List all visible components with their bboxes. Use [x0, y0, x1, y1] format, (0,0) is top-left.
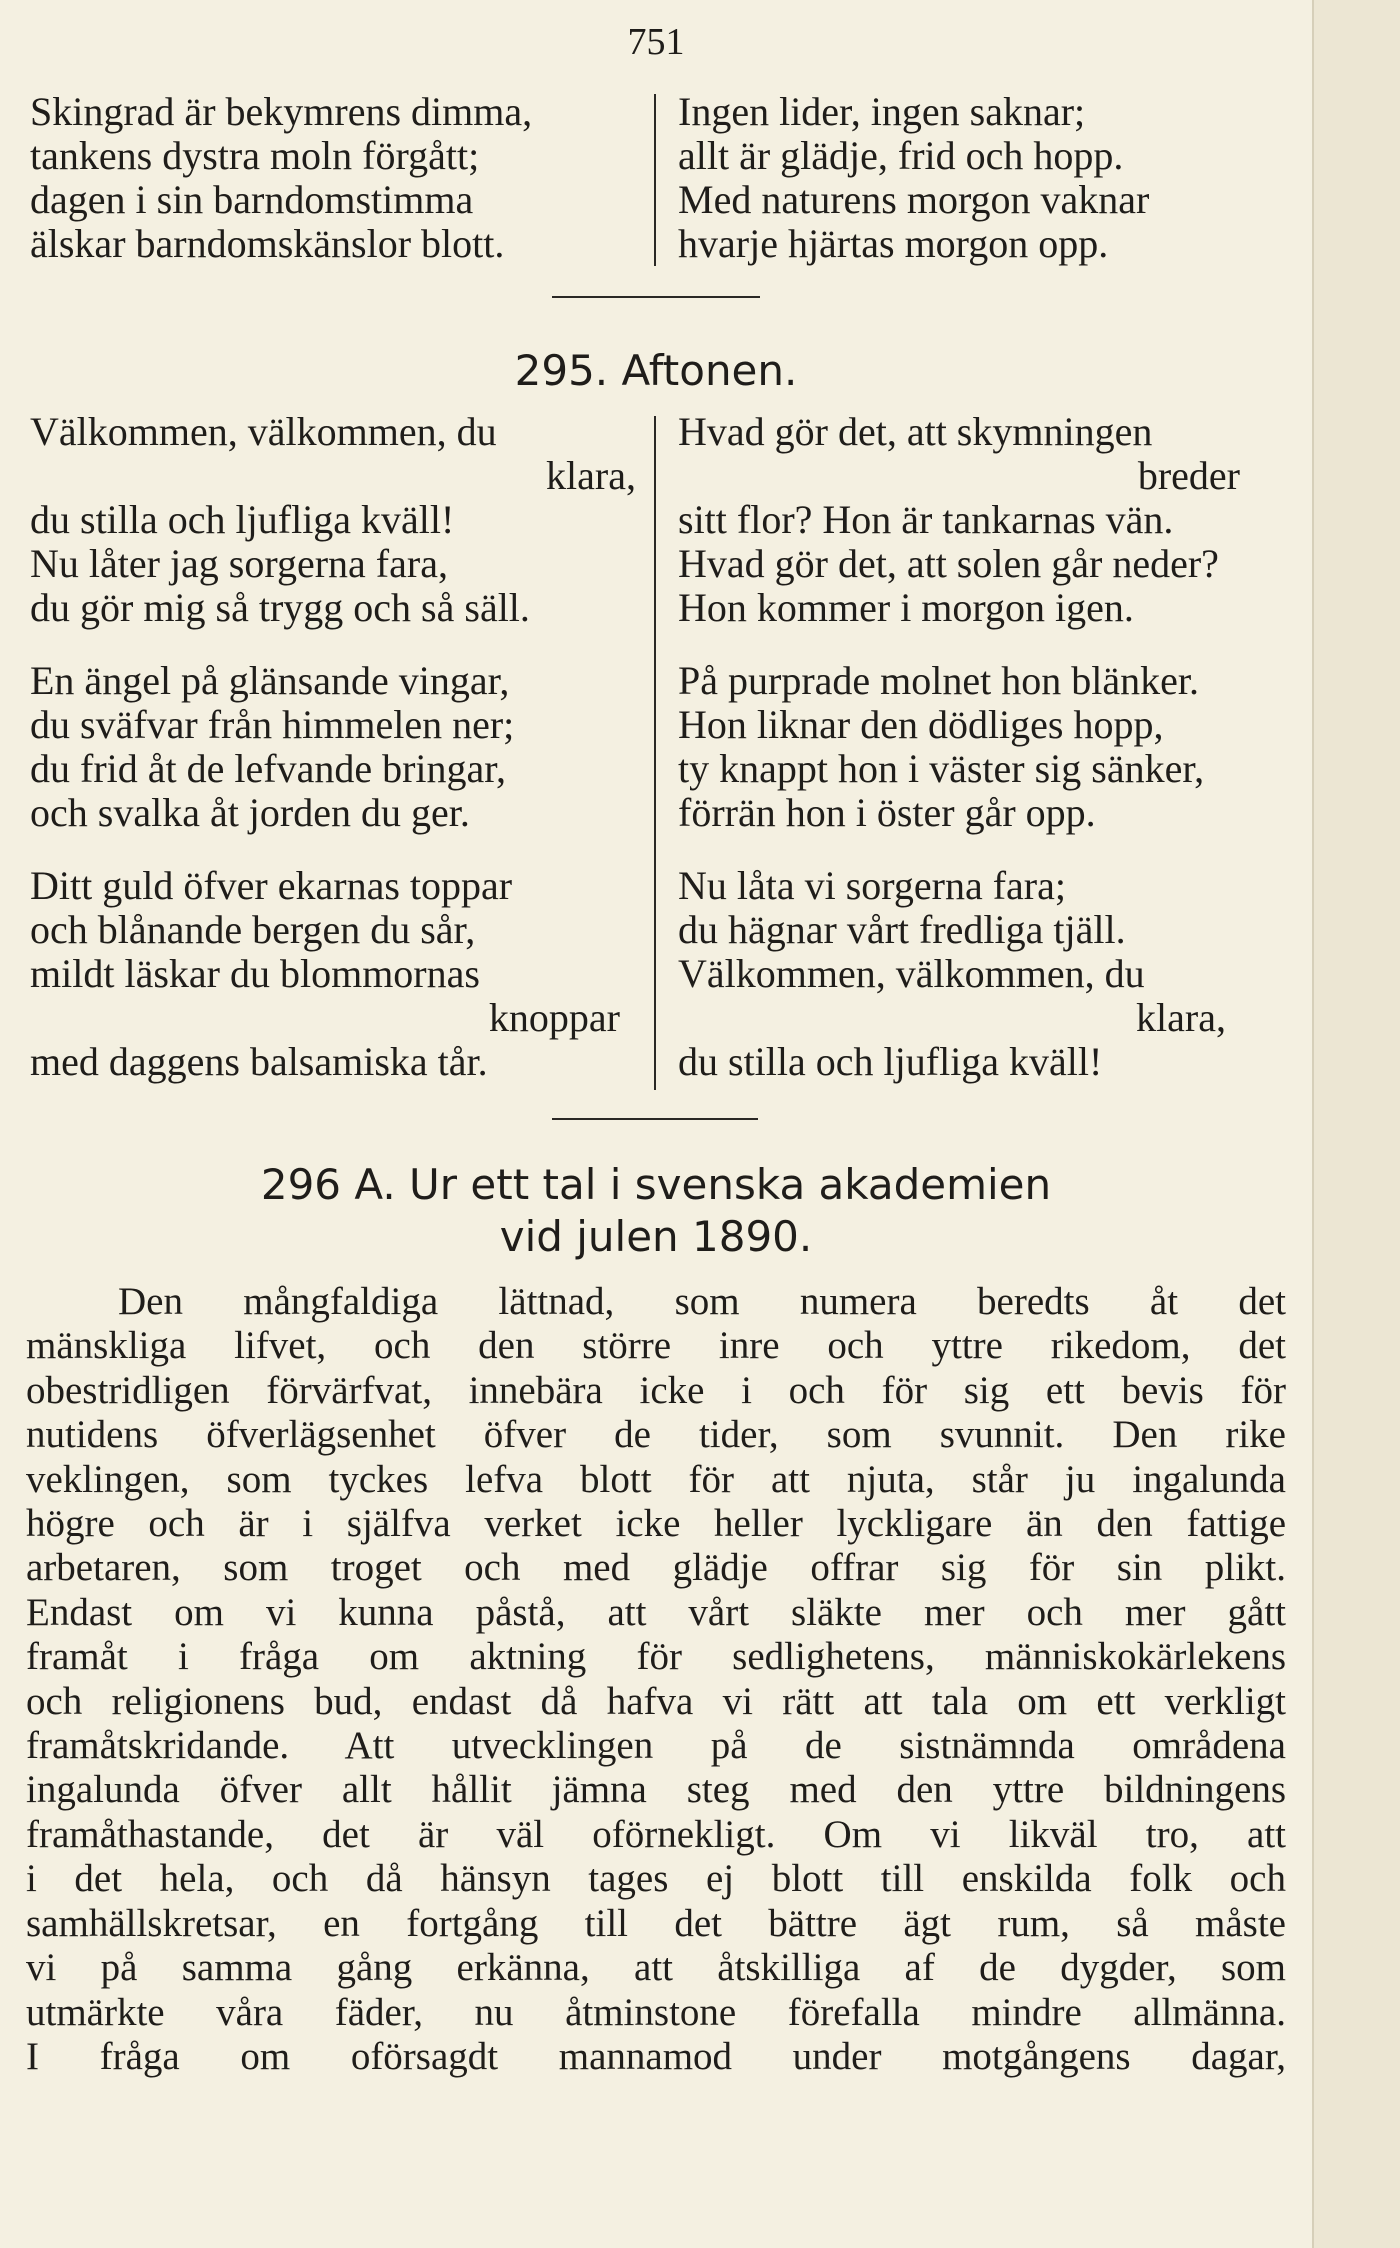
column-divider — [654, 94, 656, 266]
stanza — [678, 659, 1296, 835]
verse-line: Nu låter jag sorgerna fara, — [30, 541, 448, 586]
verse-line: Ditt guld öfver ekarnas toppar — [30, 863, 513, 908]
prose-line: högre och är i själfva verket icke heller lyckligare än den fattige — [26, 1502, 1286, 1546]
section-divider — [552, 296, 760, 298]
verse-line-continuation: klara, — [546, 453, 636, 498]
verse-line: Hon kommer i morgon igen. — [678, 585, 1134, 630]
verse-line: med daggens balsamiska tår. — [30, 1039, 488, 1084]
verse-line: du frid åt de lefvande bringar, — [30, 746, 506, 791]
verse-line: Ingen lider, ingen saknar; — [678, 89, 1086, 134]
verse-line: sitt flor? Hon är tankarnas vän. — [678, 497, 1174, 542]
stanza — [30, 864, 636, 1084]
stanza — [30, 410, 636, 630]
verse-line: du sväfvar från himmelen ner; — [30, 702, 515, 747]
verse-line: förrän hon i öster går opp. — [678, 790, 1096, 835]
prose-line: i det hela, och då hänsyn tages ej blott till enskilda folk och — [26, 1857, 1286, 1901]
verse-line: älskar barndomskänslor blott. — [30, 221, 505, 266]
section-296-heading-line2: vid julen 1890. — [499, 1212, 813, 1261]
verse-line: Skingrad är bekymrens dimma, — [30, 89, 533, 134]
verse-line: Hon liknar den dödliges hopp, — [678, 702, 1164, 747]
verse-line: Nu låta vi sorgerna fara; — [678, 863, 1066, 908]
stanza — [30, 659, 636, 835]
verse-line: Hvad gör det, att skymningen — [678, 409, 1153, 454]
verse-line: På purprade molnet hon blänker. — [678, 658, 1199, 703]
prose-line: veklingen, som tyckes lefva blott för att njuta, står ju ingalunda — [26, 1457, 1286, 1501]
verse-line: Välkommen, välkommen, du — [678, 951, 1145, 996]
verse-line: du stilla och ljufliga kväll! — [30, 497, 455, 542]
poem-295-right-column — [678, 410, 1296, 1113]
prose-line: nutidens öfverlägsenhet öfver de tider, som svunnit. Den rike — [26, 1413, 1286, 1457]
stanza — [678, 410, 1296, 630]
prose-line: arbetaren, som troget och med glädje offrar sig för sin plikt. — [26, 1546, 1286, 1590]
column-divider — [654, 416, 656, 1090]
prose-line: mänskliga lifvet, och den större inre och yttre rikedom, det — [26, 1324, 1286, 1368]
top-poem-left-column — [30, 90, 532, 266]
prose-line: utmärkte våra fäder, nu åtminstone förefalla mindre allmänna. — [26, 1990, 1286, 2034]
verse-line: du stilla och ljufliga kväll! — [678, 1039, 1103, 1084]
verse-line: Välkommen, välkommen, du — [30, 409, 497, 454]
poem-295-heading: 295. Aftonen. — [514, 346, 798, 395]
prose-line: I fråga om oförsagdt mannamod under motgångens dagar, — [26, 2034, 1286, 2078]
verse-line: mildt läskar du blommornas — [30, 951, 480, 996]
verse-line: hvarje hjärtas morgon opp. — [678, 221, 1109, 266]
prose-line: samhällskretsar, en fortgång till det bättre ägt rum, så måste — [26, 1901, 1286, 1945]
top-poem-right-column — [678, 90, 1149, 266]
verse-line: Med naturens morgon vaknar — [678, 177, 1150, 222]
verse-line: tankens dystra moln förgått; — [30, 133, 480, 178]
verse-line: och svalka åt jorden du ger. — [30, 790, 470, 835]
prose-line: vi på samma gång erkänna, att åtskilliga af de dygder, som — [26, 1946, 1286, 1990]
prose-line: framåthastande, det är väl oförnekligt. Om vi likväl tro, att — [26, 1812, 1286, 1856]
verse-line-continuation: breder — [1137, 453, 1240, 498]
verse-line-continuation: klara, — [1136, 995, 1226, 1040]
section-divider — [552, 1118, 758, 1120]
prose-line: framåt i fråga om aktning för sedlighetens, människokärlekens — [26, 1635, 1286, 1679]
page-number: 751 — [627, 21, 685, 63]
verse-line: dagen i sin barndomstimma — [30, 177, 474, 222]
section-296-heading-line1: 296 A. Ur ett tal i svenska akademien — [260, 1160, 1052, 1209]
prose-line: obestridligen förvärfvat, innebära icke i och för sig ett bevis för — [26, 1368, 1286, 1412]
verse-line: En ängel på glänsande vingar, — [30, 658, 510, 703]
prose-line: och religionens bud, endast då hafva vi rätt att tala om ett verkligt — [26, 1679, 1286, 1723]
section-296-body — [26, 1280, 1286, 2079]
verse-line-continuation: knoppar — [488, 995, 620, 1040]
stanza — [678, 864, 1296, 1084]
verse-line: Hvad gör det, att solen går neder? — [678, 541, 1219, 586]
poem-295-left-column — [30, 410, 636, 1113]
verse-line: du gör mig så trygg och så säll. — [30, 585, 530, 630]
verse-line: du hägnar vårt fredliga tjäll. — [678, 907, 1126, 952]
prose-line: framåtskridande. Att utvecklingen på de sistnämnda områdena — [26, 1724, 1286, 1768]
verse-line: allt är glädje, frid och hopp. — [678, 133, 1124, 178]
prose-line: ingalunda öfver allt hållit jämna steg med den yttre bildningens — [26, 1768, 1286, 1812]
prose-line: Endast om vi kunna påstå, att vårt släkte mer och mer gått — [26, 1590, 1286, 1634]
prose-line: Den mångfaldiga lättnad, som numera beredts åt det — [118, 1280, 1286, 1323]
adjacent-page-edge — [1312, 0, 1400, 2248]
verse-line: och blånande bergen du sår, — [30, 907, 476, 952]
verse-line: ty knappt hon i väster sig sänker, — [678, 746, 1205, 791]
